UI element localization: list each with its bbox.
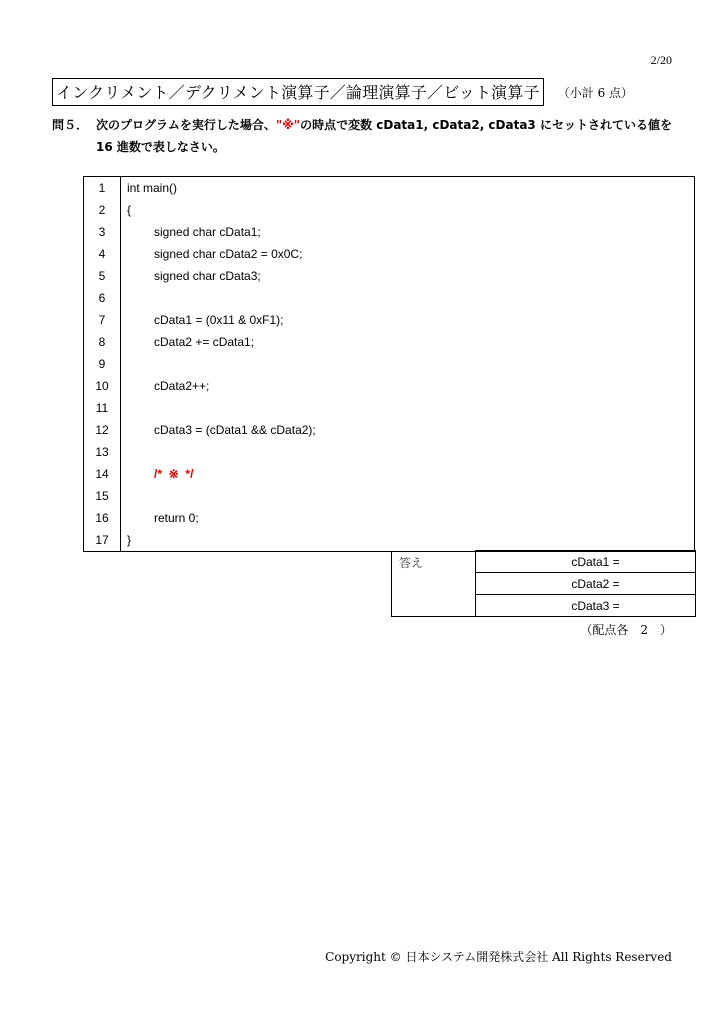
code-text: }	[127, 533, 132, 547]
line-number: 4	[84, 243, 121, 265]
line-number: 15	[84, 485, 121, 507]
line-number: 2	[84, 199, 121, 221]
line-number: 6	[84, 287, 121, 309]
code-text: cData3 = (cData1 && cData2);	[154, 423, 316, 437]
code-line	[84, 375, 695, 397]
code-text: cData2++;	[154, 379, 210, 393]
section-title: インクリメント／デクリメント演算子／論理演算子／ビット演算子	[52, 78, 544, 106]
code-line	[84, 353, 695, 375]
code-line	[84, 331, 695, 353]
question-marker: "※"	[275, 118, 301, 132]
section-header	[52, 78, 633, 106]
answer-row	[392, 551, 696, 573]
line-number: 8	[84, 331, 121, 353]
code-line	[84, 529, 695, 552]
code-text	[121, 397, 695, 419]
code-line	[84, 507, 695, 529]
code-line	[84, 397, 695, 419]
code-text	[121, 441, 695, 463]
code-line	[84, 441, 695, 463]
question-line-1	[52, 114, 682, 136]
code-line	[84, 463, 695, 485]
answer-cdata1[interactable]: cData1 =	[476, 551, 696, 573]
line-number: 12	[84, 419, 121, 441]
copyright-footer: Copyright © 日本システム開発株式会社 All Rights Reserved	[325, 950, 672, 964]
line-number: 3	[84, 221, 121, 243]
answer-table	[391, 550, 696, 617]
line-number: 16	[84, 507, 121, 529]
code-line	[84, 243, 695, 265]
code-line	[84, 309, 695, 331]
question-block	[52, 114, 682, 158]
question-number: 問５．	[52, 118, 89, 132]
code-line	[84, 287, 695, 309]
line-number: 11	[84, 397, 121, 419]
line-number: 5	[84, 265, 121, 287]
code-text	[121, 353, 695, 375]
code-text: cData1 = (0x11 & 0xF1);	[154, 313, 284, 327]
code-line	[84, 177, 695, 200]
code-line	[84, 221, 695, 243]
question-text-before: 次のプログラムを実行した場合、	[96, 118, 276, 132]
code-line	[84, 199, 695, 221]
code-listing	[83, 176, 695, 552]
question-line-2: 16 進数で表しなさい。	[96, 140, 225, 154]
answer-label: 答え	[392, 551, 476, 617]
line-number: 14	[84, 463, 121, 485]
code-text	[121, 287, 695, 309]
page-number: 2/20	[650, 53, 672, 67]
code-text: /* ※ */	[154, 467, 194, 481]
line-number: 10	[84, 375, 121, 397]
score-note: （配点各 2 ）	[580, 623, 672, 637]
code-text: {	[127, 203, 132, 217]
answer-cdata2[interactable]: cData2 =	[476, 573, 696, 595]
line-number: 13	[84, 441, 121, 463]
line-number: 7	[84, 309, 121, 331]
code-text: signed char cData1;	[154, 225, 261, 239]
code-text: cData2 += cData1;	[154, 335, 255, 349]
answer-cdata3[interactable]: cData3 =	[476, 595, 696, 617]
code-text: int main()	[127, 181, 178, 195]
question-text-after: の時点で変数 cData1, cData2, cData3 にセットされている値を	[300, 118, 672, 132]
code-line	[84, 485, 695, 507]
code-line	[84, 419, 695, 441]
code-line	[84, 265, 695, 287]
line-number: 9	[84, 353, 121, 375]
code-text: signed char cData3;	[154, 269, 261, 283]
line-number: 17	[84, 529, 121, 552]
code-text: return 0;	[154, 511, 199, 525]
subtotal-points: （小計 6 点）	[557, 85, 634, 100]
code-text	[121, 485, 695, 507]
code-text: signed char cData2 = 0x0C;	[154, 247, 303, 261]
line-number: 1	[84, 177, 121, 200]
